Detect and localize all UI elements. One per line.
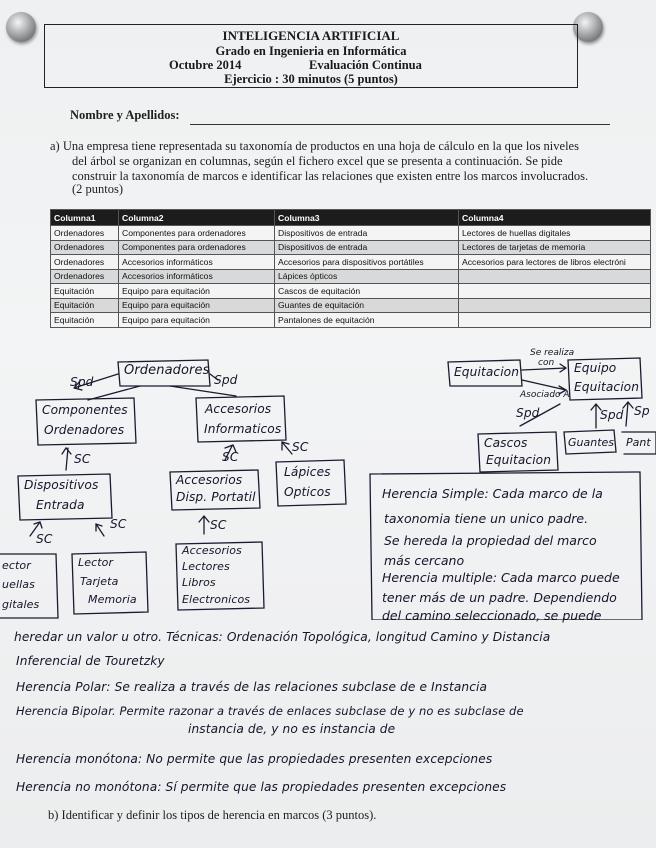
answer-line: Herencia Simple: Cada marco de la: [382, 486, 603, 501]
frame-cascos-label: Cascos: [484, 436, 528, 450]
frame-acc-lectores-label: Electronicos: [182, 593, 251, 606]
frame-accesorios-label: Accesorios: [205, 402, 272, 416]
table-cell: [459, 269, 651, 284]
degree-title: Grado en Ingenieria en Informática: [215, 44, 407, 58]
frame-equipo-label: Equitacion: [574, 380, 640, 394]
table-row: [51, 298, 651, 313]
sc-label: SC: [110, 517, 127, 531]
sc-label: SC: [36, 532, 53, 546]
table-cell: Ordenadores: [51, 240, 119, 255]
sc-label: SC: [210, 518, 227, 532]
column-header: Columna3: [275, 210, 459, 226]
table-cell: Ordenadores: [51, 226, 119, 241]
table-header-row: [51, 210, 651, 226]
frame-lector-tarjeta-label: Tarjeta: [80, 575, 119, 588]
table-cell: Equipo para equitación: [119, 298, 275, 313]
answer-line: del camino seleccionado, se puede: [382, 608, 602, 623]
frame-lapices-label: Lápices: [284, 465, 331, 479]
answer-line: Se hereda la propiedad del marco: [384, 533, 597, 548]
table-cell: Accesorios para dispositivos portátiles: [275, 255, 459, 270]
table-row: [51, 226, 651, 241]
table-cell: Accesorios para lectores de libros electróni: [459, 255, 651, 270]
table-cell: Lectores de huellas digitales: [459, 226, 651, 241]
spd-label: Spd: [516, 406, 540, 420]
table-cell: Equitación: [51, 298, 119, 313]
relation-label: Asociado A: [520, 390, 570, 400]
table-cell: Lectores de tarjetas de memoria: [459, 240, 651, 255]
table-row: [51, 284, 651, 299]
arrow-sp: [623, 402, 633, 426]
frame-lector-huellas-label: ector: [2, 559, 31, 572]
arrow-sc: [282, 442, 292, 454]
question-a-line: a) Una empresa tiene representada su taxonomía de productos en una hoja de cálculo en la que los niveles: [50, 139, 579, 153]
evaluation-type: Evaluación Continua: [309, 58, 422, 72]
answer-line: Herencia no monótona: Sí permite que las propiedades presenten excepciones: [16, 780, 507, 794]
frame-acc-portatil-label: Accesorios: [176, 473, 243, 487]
frame-dispositivos-label: Dispositivos: [24, 478, 99, 492]
table-cell: Dispositivos de entrada: [275, 240, 459, 255]
line-ordenadores-accesorios: [170, 386, 236, 396]
frame-acc-lectores-label: Lectores: [182, 560, 230, 573]
frame-lector-huellas-label: uellas: [2, 578, 35, 591]
table-cell: [459, 284, 651, 299]
frame-equipo-label: Equipo: [574, 361, 617, 375]
frame-acc-lectores-label: Accesorios: [182, 544, 242, 557]
frame-lector-huellas-label: gitales: [2, 598, 40, 611]
arrow-sc: [199, 516, 209, 534]
answer-line: tener más de un padre. Dependiendo: [382, 590, 617, 605]
answer-line: taxonomia tiene un unico padre.: [384, 511, 589, 526]
question-a-line: (2 puntos): [72, 182, 124, 196]
table-cell: Accesorios informáticos: [119, 269, 275, 284]
question-a-line: del árbol se organizan en columnas, según el fichero excel que se presenta a continuación. Se pide: [72, 154, 563, 168]
table-row: [51, 269, 651, 284]
table-cell: Dispositivos de entrada: [275, 226, 459, 241]
frame-dispositivos-label: Entrada: [36, 498, 85, 512]
answer-line: instancia de, y no es instancia de: [188, 722, 396, 736]
frame-lector-tarjeta-label: Memoria: [88, 593, 137, 606]
relation-label: con: [538, 358, 555, 368]
table-row: [51, 240, 651, 255]
table-cell: Componentes para ordenadores: [119, 240, 275, 255]
table-cell: Equipo para equitación: [119, 284, 275, 299]
relation-label: Se realiza: [530, 348, 575, 358]
sc-label: SC: [222, 450, 239, 464]
frame-componentes-label: Ordenadores: [44, 423, 125, 437]
taxonomy-table: [50, 209, 651, 328]
frame-guantes-label: Guantes: [568, 436, 615, 449]
table-cell: Equipo para equitación: [119, 313, 275, 328]
spd-label: Spd: [214, 373, 238, 387]
sc-label: SC: [292, 440, 309, 454]
table-cell: Guantes de equitación: [275, 298, 459, 313]
sc-label: SC: [74, 452, 91, 466]
answer-line: Herencia Bipolar. Permite razonar a través de enlaces subclase de y no es subclase de: [16, 704, 524, 718]
table-cell: Equitación: [51, 313, 119, 328]
table-cell: [459, 298, 651, 313]
question-a-line: construir la taxonomía de marcos e identificar las relaciones que existen entre los marcos involucrados.: [72, 169, 589, 183]
answer-line: Inferencial de Touretzky: [16, 654, 165, 668]
table-cell: Componentes para ordenadores: [119, 226, 275, 241]
exam-date: Octubre 2014: [169, 58, 242, 72]
name-field-line: [190, 124, 610, 125]
exam-header: [44, 24, 578, 88]
answer-line: Herencia multiple: Cada marco puede: [382, 570, 620, 585]
frame-componentes-label: Componentes: [42, 403, 128, 417]
frame-pant-label: Pant: [626, 436, 651, 449]
column-header: Columna2: [119, 210, 275, 226]
spd-label: Spd: [70, 375, 94, 389]
name-label: Nombre y Apellidos:: [70, 108, 180, 122]
table-row: [51, 313, 651, 328]
question-b: b) Identificar y definir los tipos de herencia en marcos (3 puntos).: [48, 808, 377, 822]
table-cell: Cascos de equitación: [275, 284, 459, 299]
frame-accesorios-label: Informaticos: [204, 422, 282, 436]
column-header: Columna4: [459, 210, 651, 226]
frame-cascos-label: Equitacion: [486, 453, 552, 467]
answer-line: Herencia Polar: Se realiza a través de las relaciones subclase de e Instancia: [16, 680, 488, 694]
answer-line: heredar un valor u otro. Técnicas: Ordenación Topológica, longitud Camino y Distancia: [14, 630, 551, 644]
frame-acc-lectores-label: Libros: [182, 576, 216, 589]
answer-line: más cercano: [384, 553, 465, 568]
frame-lapices-label: Opticos: [284, 485, 331, 499]
frame-equitacion-label: Equitacion: [454, 365, 520, 379]
course-title: INTELIGENCIA ARTIFICIAL: [222, 28, 400, 43]
table-row: [51, 255, 651, 270]
table-cell: Accesorios informáticos: [119, 255, 275, 270]
table-cell: Ordenadores: [51, 269, 119, 284]
table-cell: [459, 313, 651, 328]
answer-line: Herencia monótona: No permite que las propiedades presenten excepciones: [16, 752, 493, 766]
frame-acc-portatil-label: Disp. Portatil: [176, 490, 256, 504]
table-cell: Pantalones de equitación: [275, 313, 459, 328]
arrow-sc: [96, 524, 104, 536]
arrow-sc: [62, 448, 71, 470]
thumbtack-icon: [6, 12, 36, 42]
table-cell: Equitación: [51, 284, 119, 299]
exercise-info: Ejercicio : 30 minutos (5 puntos): [224, 72, 398, 86]
column-header: Columna1: [51, 210, 119, 226]
table-cell: Ordenadores: [51, 255, 119, 270]
spd-label: Spd: [600, 408, 624, 422]
frame-lector-tarjeta-label: Lector: [78, 556, 114, 569]
sp-label: Sp: [634, 404, 650, 418]
frame-ordenadores-label: Ordenadores: [124, 363, 210, 378]
table-cell: Lápices ópticos: [275, 269, 459, 284]
